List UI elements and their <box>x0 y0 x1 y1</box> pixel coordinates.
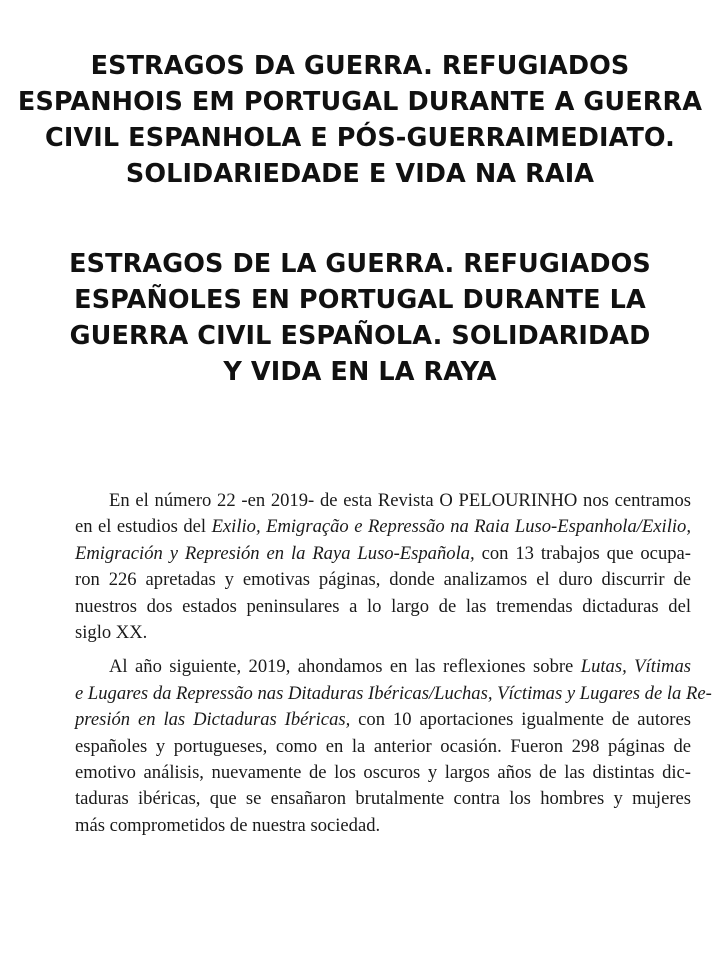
italic-title-run: Lutas, Vítimas <box>580 656 691 678</box>
text-run: más comprometidos de nuestra sociedad. <box>75 814 381 836</box>
title-es-line-1: ESTRAGOS DE LA GUERRA. REFUGIADOS <box>69 249 651 279</box>
text-run: En el número 22 -en 2019- de esta Revista O PELOURINHO nos centramos <box>109 490 691 511</box>
text-run: emotivo análisis, nuevamente de los oscuros y largos años de las distintas dic- <box>75 761 691 783</box>
title-es-line-3: GUERRA CIVIL ESPAÑOLA. SOLIDARIDAD <box>69 321 651 351</box>
text-run: con 13 trabajos que ocupa- <box>474 542 691 564</box>
paragraph-1-line-2 <box>75 514 691 540</box>
text-run: siglo XX. <box>75 621 148 643</box>
title-es-line-2: ESPAÑOLES EN PORTUGAL DURANTE LA <box>74 285 646 315</box>
title-pt-line-3: CIVIL ESPANHOLA E PÓS-GUERRAIMEDIATO. <box>45 123 675 153</box>
title-pt-line-2: ESPANHOIS EM PORTUGAL DURANTE A GUERRA <box>17 87 703 117</box>
italic-title-run: e Lugares da Repressão nas Ditaduras Ibéricas/Luchas, Víctimas y Lugares de la Re- <box>75 682 712 704</box>
paragraph-2-line-5 <box>75 760 691 786</box>
text-run: ron 226 apretadas y emotivas páginas, donde analizamos el duro discurrir de <box>75 569 691 591</box>
paragraph-1-line-6 <box>75 620 691 646</box>
title-es-line-4: Y VIDA EN LA RAYA <box>223 357 497 387</box>
paragraph-1-line-1 <box>75 488 691 514</box>
italic-title-run: presión en las Dictaduras Ibéricas, <box>75 709 351 731</box>
title-pt-line-4: SOLIDARIEDADE E VIDA NA RAIA <box>125 159 595 189</box>
text-run: con 10 aportaciones igualmente de autores <box>350 709 691 731</box>
text-run: nuestros dos estados peninsulares a lo largo de las tremendas dictaduras del <box>75 595 691 617</box>
paragraph-2-line-2 <box>75 681 712 707</box>
paragraph-2-line-4 <box>75 734 691 760</box>
paragraph-1-line-4 <box>75 567 691 593</box>
paragraph-2-line-6 <box>75 786 691 812</box>
italic-title-run: Emigración y Represión en la Raya Luso-Española, <box>75 542 475 564</box>
paragraph-1-line-5 <box>75 594 691 620</box>
title-spanish <box>0 246 720 390</box>
paragraph-2 <box>75 654 712 839</box>
text-run: en el estudios del <box>75 516 212 538</box>
title-pt-line-1: ESTRAGOS DA GUERRA. REFUGIADOS <box>90 51 630 81</box>
italic-title-run: Exilio, Emigração e Repressão na Raia Luso-Espanhola/Exilio, <box>211 516 691 538</box>
paragraph-2-line-7 <box>75 813 691 839</box>
paragraph-1 <box>75 488 691 646</box>
paragraph-2-line-1 <box>75 654 691 680</box>
paragraph-1-line-3 <box>75 541 691 567</box>
text-run: Al año siguiente, 2019, ahondamos en las reflexiones sobre <box>109 656 581 678</box>
body-text <box>75 488 712 839</box>
paragraph-2-line-3 <box>75 707 691 733</box>
text-run: españoles y portugueses, como en la anterior ocasión. Fueron 298 páginas de <box>75 735 691 757</box>
text-run: taduras ibéricas, que se ensañaron brutalmente contra los hombres y mujeres <box>75 788 691 810</box>
title-portuguese <box>0 48 720 192</box>
